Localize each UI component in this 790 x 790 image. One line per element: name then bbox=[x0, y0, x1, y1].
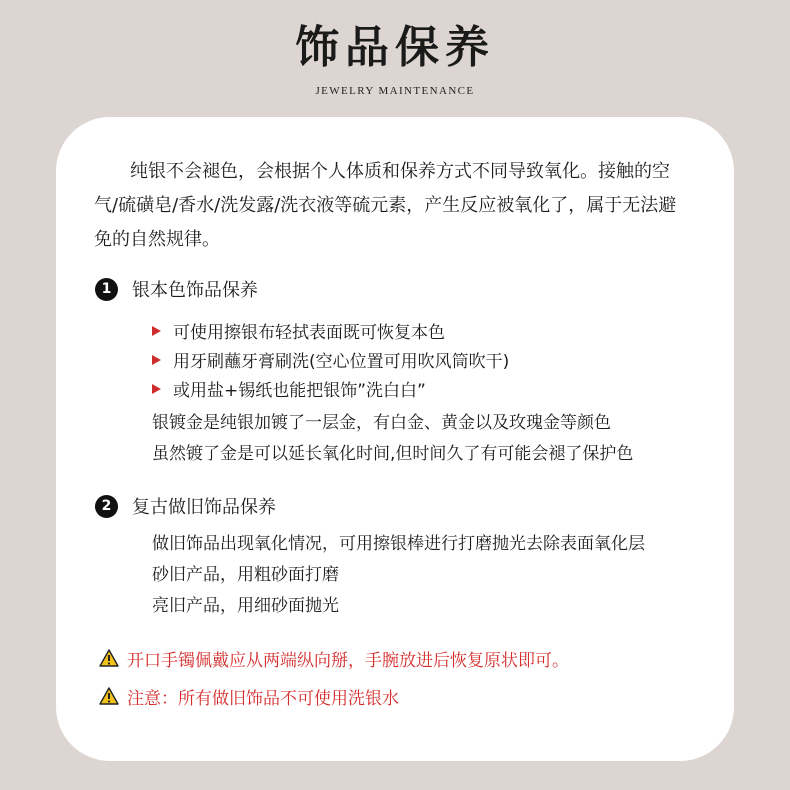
note-line: 虽然镀了金是可以延长氧化时间,但时间久了有可能会褪了保护色 bbox=[152, 444, 634, 464]
tip-item bbox=[152, 374, 509, 403]
warning-text: 注意：所有做旧饰品不可使用洗银水 bbox=[127, 688, 399, 709]
care-line: 做旧饰品出现氧化情况，可用擦银棒进行打磨抛光去除表面氧化层 bbox=[152, 534, 645, 554]
section-2-heading bbox=[95, 493, 276, 519]
warning-text: 开口手镯佩戴应从两端纵向掰，手腕放进后恢复原状即可。 bbox=[127, 650, 569, 671]
warning-line bbox=[99, 683, 399, 709]
intro-text: 纯银不会褪色，会根据个人体质和保养方式不同导致氧化。接触的空气/硫磺皂/香水/洗发露/洗衣液等硫元素，产生反应被氧化了，属于无法避免的自然规律。 bbox=[94, 161, 677, 250]
warning-line bbox=[99, 645, 569, 671]
care-line: 亮旧产品，用细砂面抛光 bbox=[152, 596, 339, 616]
section-2-lines bbox=[152, 529, 645, 622]
section-1-notes bbox=[152, 408, 633, 470]
warning-triangle-icon bbox=[99, 649, 119, 667]
intro-paragraph bbox=[94, 155, 694, 257]
number-2-icon: 2 bbox=[95, 495, 118, 518]
tip-item bbox=[152, 316, 509, 345]
warning-triangle-icon bbox=[99, 687, 119, 705]
section-1-tips bbox=[152, 316, 509, 403]
note-line: 银镀金是纯银加镀了一层金，有白金、黄金以及玫瑰金等颜色 bbox=[152, 413, 611, 433]
number-1-icon: 1 bbox=[95, 278, 118, 301]
section-1-heading bbox=[95, 276, 258, 302]
tip-item bbox=[152, 345, 509, 374]
section-2-title: 复古做旧饰品保养 bbox=[132, 497, 276, 518]
tip-text: 用牙刷蘸牙膏刷洗(空心位置可用吹风筒吹干) bbox=[173, 352, 510, 372]
red-triangle-bullet-icon bbox=[152, 384, 161, 394]
header bbox=[0, 0, 790, 112]
section-1-title: 银本色饰品保养 bbox=[132, 280, 258, 301]
care-line: 砂旧产品，用粗砂面打磨 bbox=[152, 565, 339, 585]
tip-text: 或用盐+锡纸也能把银饰”洗白白” bbox=[173, 381, 426, 401]
page-subtitle: JEWELRY MAINTENANCE bbox=[315, 85, 475, 97]
red-triangle-bullet-icon bbox=[152, 326, 161, 336]
red-triangle-bullet-icon bbox=[152, 355, 161, 365]
page-title: 饰品保养 bbox=[295, 22, 495, 73]
tip-text: 可使用擦银布轻拭表面既可恢复本色 bbox=[173, 323, 445, 343]
